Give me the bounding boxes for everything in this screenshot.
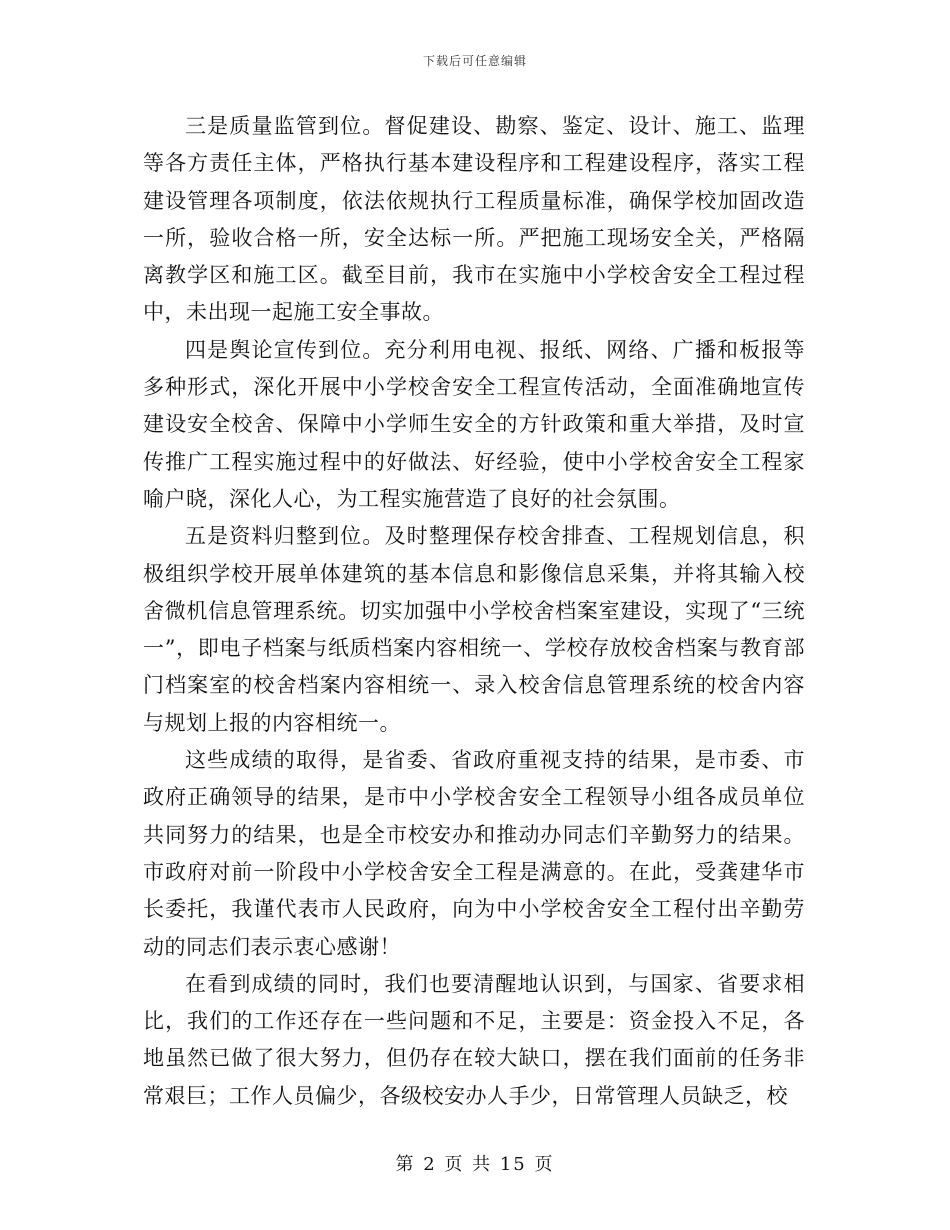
paragraph-achievements: 这些成绩的取得，是省委、省政府重视支持的结果，是市委、市政府正确领导的结果，是市中小学校舍安全工程领导小组各成员单位共同努力的结果，也是全市校安办和推动办同志们辛勤努力的结果。市政府对前一阶段中小学校舍安全工程是满意的。在此，受龚建华市长委托，我谨代表市人民政府，向为中小学校舍安全工程付出辛勤劳动的同志们表示衷心感谢！ [143, 748, 805, 959]
paragraph-records: 五是资料归整到位。及时整理保存校舍排查、工程规划信息，积极组织学校开展单体建筑的基本信息和影像信息采集，并将其输入校舍微机信息管理系统。切实加强中小学校舍档案室建设，实现了“三统一”，即电子档案与纸质档案内容相统一、学校存放校舍档案与教育部门档案室的校舍档案内容相统一、录入校舍信息管理系统的校舍内容与规划上报的内容相统一。 [143, 524, 805, 735]
paragraph-publicity: 四是舆论宣传到位。充分利用电视、报纸、网络、广播和板报等多种形式，深化开展中小学校舍安全工程宣传活动，全面准确地宣传建设安全校舍、保障中小学师生安全的方针政策和重大举措，及时宣传推广工程实施过程中的好做法、好经验，使中小学校舍安全工程家喻户晓，深化人心，为工程实施营造了良好的社会氛围。 [143, 337, 805, 511]
paragraph-problems: 在看到成绩的同时，我们也要清醒地认识到，与国家、省要求相比，我们的工作还存在一些问题和不足，主要是：资金投入不足，各地虽然已做了很大努力，但仍存在较大缺口，摆在我们面前的任务非常艰巨；工作人员偏少，各级校安办人手少，日常管理人员缺乏，校 [143, 971, 805, 1108]
paragraph-quality-supervision: 三是质量监管到位。督促建设、勘察、鉴定、设计、施工、监理等各方责任主体，严格执行基本建设程序和工程建设程序，落实工程建设管理各项制度，依法依规执行工程质量标准，确保学校加固改造一所，验收合格一所，安全达标一所。严把施工现场安全关，严格隔离教学区和施工区。截至目前，我市在实施中小学校舍安全工程过程中，未出现一起施工安全事故。 [143, 114, 805, 325]
page-header-note: 下载后可任意编辑 [422, 54, 527, 68]
document-body [143, 108, 805, 1115]
page-number-footer: 第 2 页 共 15 页 [395, 1154, 555, 1175]
